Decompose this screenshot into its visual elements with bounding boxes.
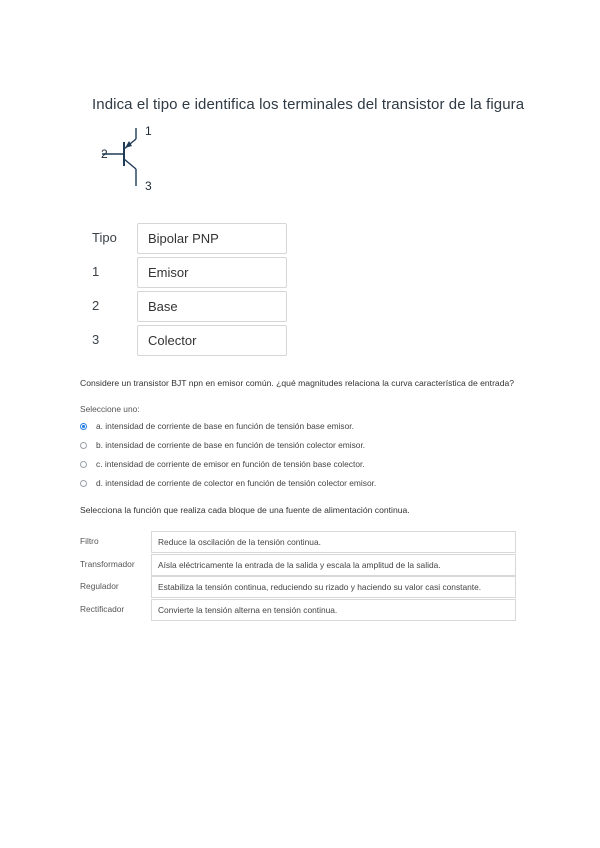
question-1-title: Indica el tipo e identifica los terminales del transistor de la figura (92, 96, 525, 113)
row-label-3: 3 (92, 332, 100, 347)
emitter-arrow-icon (125, 141, 132, 148)
answer-terminal-1[interactable]: Emisor (137, 257, 287, 288)
terminal-label-1: 1 (145, 124, 152, 138)
option-d[interactable] (80, 476, 376, 490)
function-select-rectificador[interactable]: Convierte la tensión alterna en tensión continua. (151, 599, 516, 621)
answer-terminal-3[interactable]: Colector (137, 325, 287, 356)
block-label-regulador: Regulador (80, 581, 119, 591)
function-select-transformador[interactable]: Aísla eléctricamente la entrada de la salida y escala la amplitud de la salida. (151, 554, 516, 576)
option-a[interactable] (80, 419, 354, 433)
block-label-filtro: Filtro (80, 536, 99, 546)
question-2-title: Considere un transistor BJT npn en emisor común. ¿qué magnitudes relaciona la curva característica de entrada? (80, 378, 515, 388)
row-label-1: 1 (92, 264, 100, 279)
radio-icon[interactable] (80, 461, 87, 468)
terminal-label-3: 3 (145, 179, 152, 193)
answer-terminal-2[interactable]: Base (137, 291, 287, 322)
radio-icon[interactable] (80, 442, 87, 449)
function-select-regulador[interactable]: Estabiliza la tensión continua, reduciendo su rizado y haciendo su valor casi constante. (151, 576, 516, 598)
radio-selected-icon[interactable] (80, 423, 87, 430)
option-c-text: c. intensidad de corriente de emisor en función de tensión base colector. (96, 459, 365, 469)
select-one-label: Seleccione uno: (80, 404, 140, 414)
option-d-text: d. intensidad de corriente de colector en función de tensión colector emisor. (96, 478, 377, 488)
option-b-text: b. intensidad de corriente de base en función de tensión colector emisor. (96, 440, 366, 450)
terminal-label-2: 2 (101, 147, 108, 161)
option-a-text: a. intensidad de corriente de base en función de tensión base emisor. (96, 421, 354, 431)
block-label-transformador: Transformador (80, 559, 135, 569)
function-select-filtro[interactable]: Reduce la oscilación de la tensión continua. (151, 531, 516, 553)
option-b[interactable] (80, 438, 365, 452)
row-label-tipo: Tipo (92, 230, 117, 245)
answer-tipo[interactable]: Bipolar PNP (137, 223, 287, 254)
row-label-2: 2 (92, 298, 100, 313)
question-3-title: Selecciona la función que realiza cada bloque de una fuente de alimentación continua. (80, 505, 410, 515)
collector-lead (124, 159, 136, 169)
block-label-rectificador: Rectificador (80, 604, 125, 614)
option-c[interactable] (80, 457, 365, 471)
radio-icon[interactable] (80, 480, 87, 487)
